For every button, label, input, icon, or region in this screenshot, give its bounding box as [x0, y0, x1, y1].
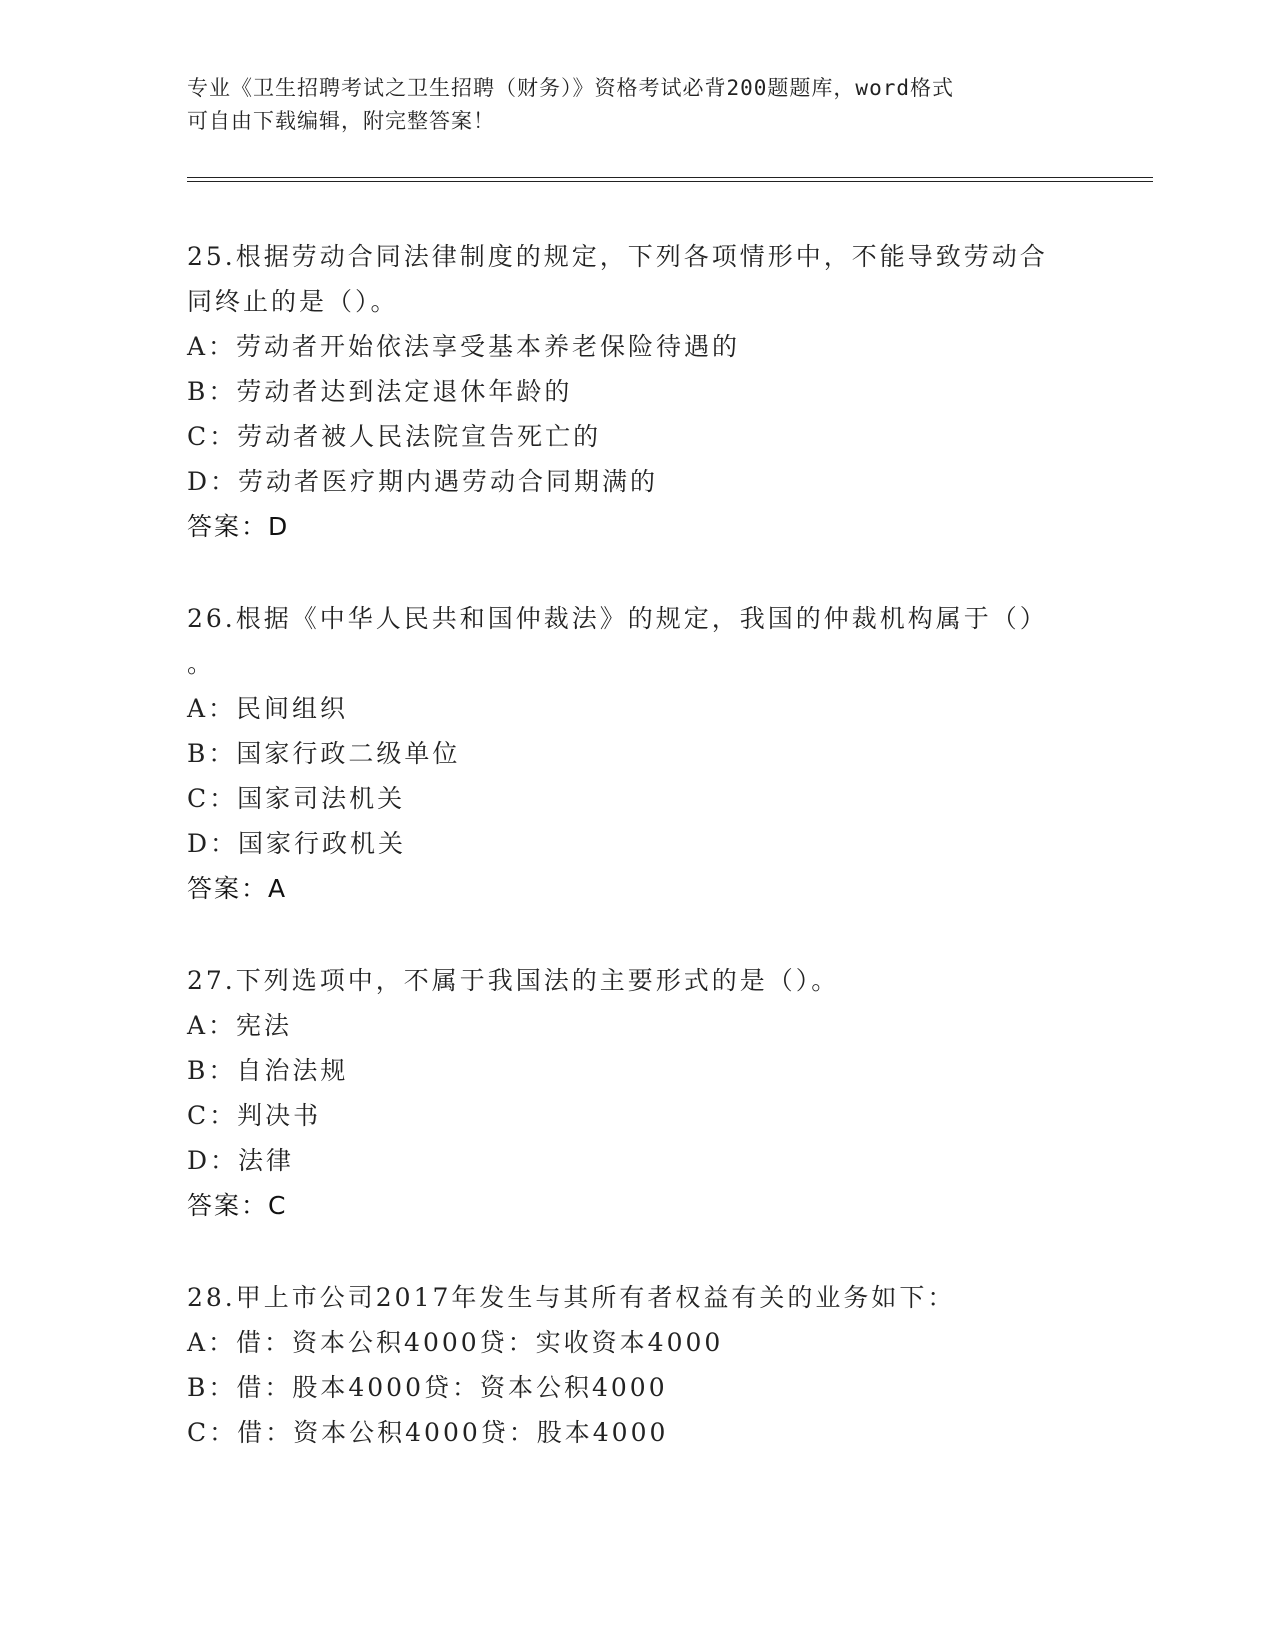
option-a: A：民间组织 [187, 694, 349, 723]
question-26 [187, 596, 1087, 911]
spacer [187, 1228, 1087, 1275]
header-divider [187, 177, 1153, 182]
option-c: C：判决书 [187, 1101, 322, 1130]
question-stem-line: 同终止的是（）。 [187, 287, 399, 316]
question-25 [187, 234, 1087, 549]
option-c: C：国家司法机关 [187, 784, 406, 813]
question-stem-line: 。 [187, 649, 216, 678]
document-header [187, 72, 1067, 138]
answer-label: 答案：C [187, 1191, 288, 1220]
option-d: D：法律 [187, 1146, 295, 1175]
question-stem-line: 25.根据劳动合同法律制度的规定，下列各项情形中，不能导致劳动合 [187, 242, 1048, 271]
option-c: C：劳动者被人民法院宣告死亡的 [187, 422, 602, 451]
option-b: B：国家行政二级单位 [187, 739, 461, 768]
question-stem-line: 26.根据《中华人民共和国仲裁法》的规定，我国的仲裁机构属于（） [187, 604, 1048, 633]
answer-label: 答案：A [187, 874, 288, 903]
option-d: D：国家行政机关 [187, 829, 407, 858]
question-stem-line: 27.下列选项中，不属于我国法的主要形式的是（）。 [187, 966, 840, 995]
question-28 [187, 1275, 1087, 1455]
header-line-1: 专业《卫生招聘考试之卫生招聘（财务）》资格考试必背200题题库，word格式 [187, 76, 954, 100]
question-27 [187, 958, 1087, 1228]
option-c: C：借：资本公积4000贷：股本4000 [187, 1418, 669, 1447]
question-list [187, 234, 1087, 1455]
spacer [187, 911, 1087, 958]
option-a: A：宪法 [187, 1011, 293, 1040]
option-b: B：自治法规 [187, 1056, 349, 1085]
option-a: A：劳动者开始依法享受基本养老保险待遇的 [187, 332, 741, 361]
header-line-2: 可自由下载编辑，附完整答案！ [187, 109, 495, 133]
spacer [187, 549, 1087, 596]
option-b: B：劳动者达到法定退休年龄的 [187, 377, 573, 406]
option-a: A：借：资本公积4000贷：实收资本4000 [187, 1328, 724, 1357]
answer-label: 答案：D [187, 512, 290, 541]
question-stem-line: 28.甲上市公司2017年发生与其所有者权益有关的业务如下： [187, 1283, 956, 1312]
option-d: D：劳动者医疗期内遇劳动合同期满的 [187, 467, 659, 496]
option-b: B：借：股本4000贷：资本公积4000 [187, 1373, 668, 1402]
